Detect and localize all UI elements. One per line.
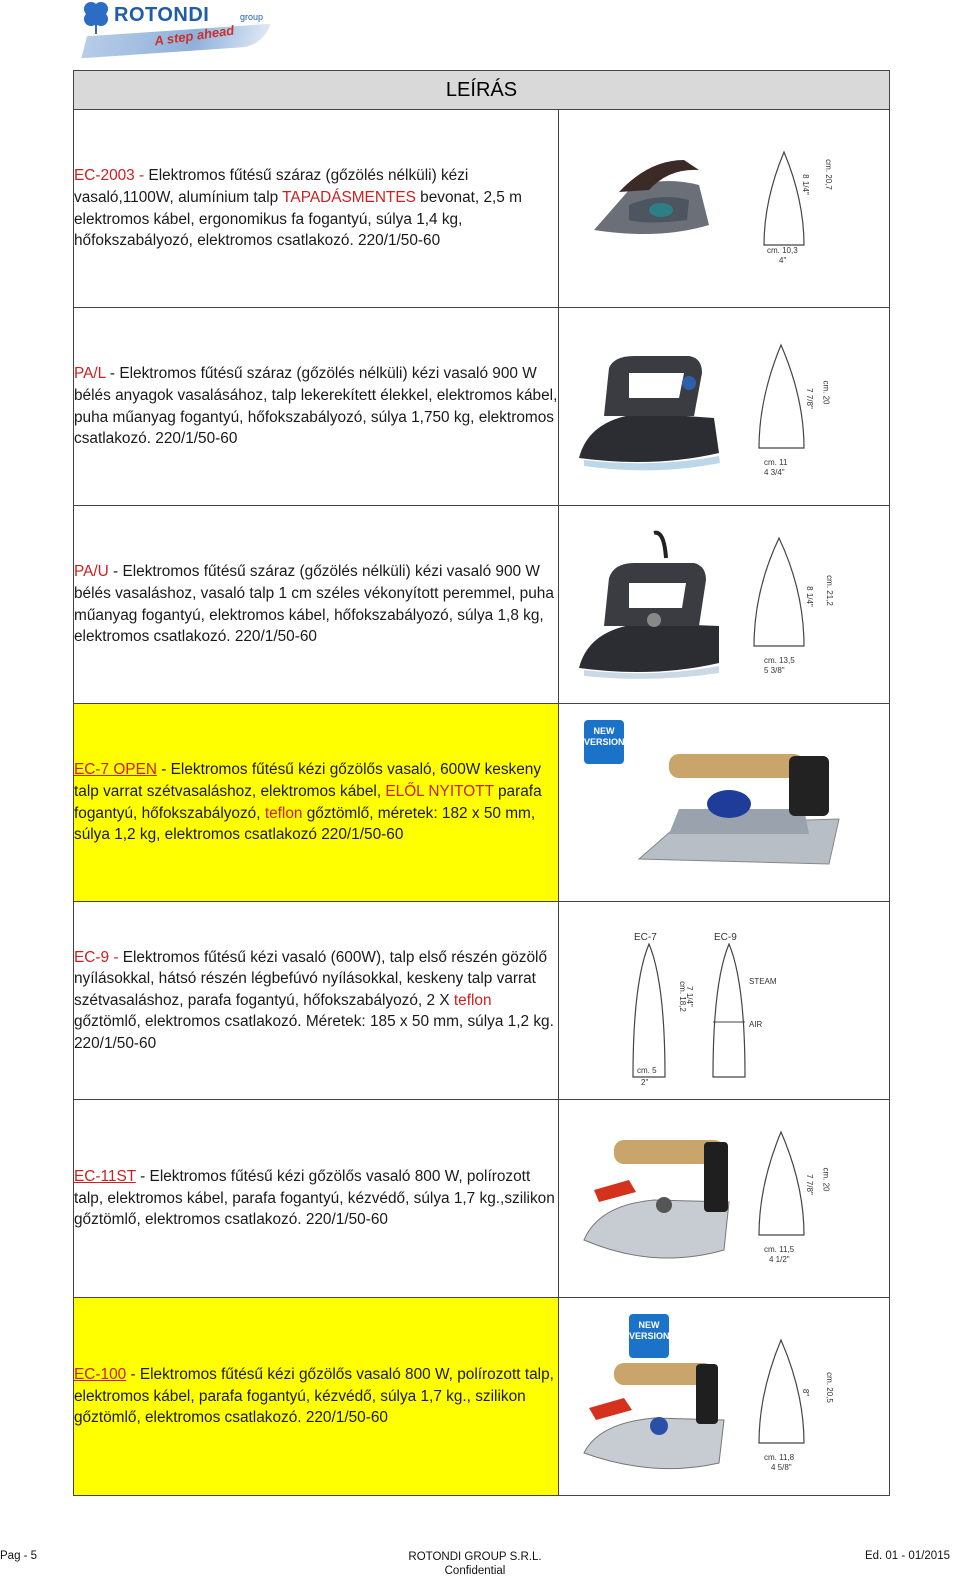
description-highlight: teflon — [264, 804, 303, 822]
dimension-label: 4 3/4" — [764, 468, 785, 477]
logo-name: ROTONDI — [114, 4, 210, 26]
product-image-cell — [559, 506, 890, 704]
dry-iron-image — [589, 130, 719, 260]
description-text: gőztömlő, méretek: 182 x 50 mm, súlya 1,2 kg, elektromos csatlakozó 220/1/50-60 — [74, 804, 536, 844]
steam-iron-image — [629, 734, 849, 874]
dimension-label: cm. 20,7 — [823, 159, 833, 190]
soleplate-outline-icon — [749, 536, 809, 651]
product-description-table — [73, 70, 890, 1496]
description-text: - Elektromos fűtésű száraz (gőzölés nélküli) kézi vasaló 900 W bélés anyagok vasalásához, talp lekerekített élekkel, elektromos kábel, puha műanyag fogantyú, hőfokszabályozó, súlya 1,750 kg, elektromos csatlakozó. 220/1/50-60 — [74, 365, 558, 448]
product-image-cell — [559, 308, 890, 506]
confidential-label: Confidential — [444, 1565, 506, 1577]
table-row — [74, 1298, 890, 1496]
dry-iron-image — [574, 338, 724, 478]
dimension-label: 7 7/8" — [804, 1174, 814, 1195]
dimension-label: cm. 5 — [637, 1066, 657, 1075]
dimension-label: cm. 20 — [821, 380, 831, 405]
logo-group: group — [240, 12, 264, 22]
dimension-label: 7 1/4" — [684, 986, 694, 1007]
company-name: ROTONDI GROUP S.R.L. — [408, 1551, 542, 1563]
badge-version-label: VERSION — [584, 737, 625, 747]
product-code: EC-2003 - — [74, 167, 145, 185]
dimension-label: 5 3/8" — [764, 666, 785, 675]
edition-label: Ed. 01 - 01/2015 — [864, 1550, 950, 1562]
clover-logo-icon — [82, 0, 110, 34]
product-image-cell — [559, 902, 890, 1100]
product-description — [74, 1298, 559, 1496]
description-highlight: ELŐL NYITOTT — [385, 782, 494, 800]
dimension-label: cm. 20,5 — [824, 1372, 834, 1403]
dimension-label: cm. 10,3 — [767, 246, 798, 255]
dimension-label: cm. 18,2 — [677, 981, 687, 1012]
soleplate-outline-icon — [754, 343, 809, 453]
badge-version-label: VERSION — [629, 1331, 670, 1341]
logo-slogan: A step ahead — [153, 22, 236, 49]
company-logo — [82, 0, 272, 56]
product-description — [74, 704, 559, 902]
product-description — [74, 902, 559, 1100]
product-code: PA/L — [74, 365, 106, 383]
dimension-label: 7 7/8" — [804, 388, 814, 409]
product-description — [74, 1100, 559, 1298]
product-code: EC-7 OPEN — [74, 761, 157, 779]
dimension-label: 8 1/4" — [800, 174, 810, 195]
description-text: Elektromos fűtésű kézi vasaló (600W), talp első részén gözölő nyílásokkal, hátsó részén légbefúvó nyílásokkal, keskeny talp varrat szétvasaláshoz, parafa fogantyú, hőfokszabályozó, 2 X — [74, 948, 548, 1009]
product-code: EC-11ST — [74, 1168, 136, 1186]
steam-iron-image — [574, 1130, 734, 1280]
product-image-cell — [559, 110, 890, 308]
dimension-label: STEAM — [749, 977, 777, 986]
table-row — [74, 110, 890, 308]
description-highlight: TAPADÁSMENTES — [282, 188, 416, 206]
description-text: - Elektromos fűtésű kézi gőzölős vasaló 800 W, polírozott talp, elektromos kábel, parafa fogantyú, kézvédő, súlya 1,7 kg., szilikon gőztömlő, elektromos csatlakozó. 220/1/50-60 — [74, 1366, 554, 1427]
product-description — [74, 308, 559, 506]
badge-new-label: NEW — [638, 1320, 660, 1330]
description-text: Elektromos fűtésű száraz (gőzölés nélküli) kézi vasaló,1100W, alumínium talp — [74, 167, 469, 206]
soleplate-outline-icon — [629, 942, 669, 1082]
product-code: EC-9 - — [74, 948, 119, 966]
product-image-cell — [559, 1298, 890, 1496]
product-image-cell — [559, 704, 890, 902]
new-version-badge — [584, 720, 624, 764]
description-text: bevonat, 2,5 m elektromos kábel, ergonomikus fa fogantyú, súlya 1,4 kg, hőfokszabályozó, elektromos csatlakozó. 220/1/50-60 — [74, 188, 522, 250]
table-header: LEÍRÁS — [74, 71, 890, 110]
new-version-badge — [629, 1314, 669, 1358]
steam-iron-image — [574, 1358, 734, 1488]
product-description — [74, 110, 559, 308]
dimension-label: 8" — [801, 1388, 811, 1397]
soleplate-outline-icon — [759, 150, 809, 250]
dimension-label: cm. 20 — [821, 1167, 831, 1192]
soleplate-outline-icon — [754, 1130, 809, 1240]
dimension-label: 4" — [779, 256, 787, 265]
page-number: Pag - 5 — [0, 1550, 38, 1562]
description-text: - Elektromos fűtésű kézi gőzölős vasaló 800 W, polírozott talp, elektromos kábel, parafa fogantyú, kézvédő, súlya 1,7 kg.,szilikon gőztömlő, elektromos csatlakozó. 220/1/50-60 — [74, 1168, 555, 1229]
dimension-label: cm. 13,5 — [764, 656, 795, 665]
dimension-label: 4 1/2" — [769, 1255, 790, 1264]
description-text: - Elektromos fűtésű száraz (gőzölés nélküli) kézi vasaló 900 W bélés vasaláshoz, vasaló talp 1 cm széles vékonyított peremmel, puha műanyag fogantyú, elektromos kábel, hőfokszabályozó, súlya 1,8 kg, elektromos csatlakozó. 220/1/50-60 — [74, 563, 554, 646]
table-row — [74, 704, 890, 902]
product-description — [74, 506, 559, 704]
dry-iron-image — [574, 528, 724, 688]
product-image-cell — [559, 1100, 890, 1298]
product-code: PA/U — [74, 563, 109, 581]
description-highlight: teflon — [453, 991, 492, 1009]
table-row — [74, 1100, 890, 1298]
dimension-label: cm. 11,5 — [764, 1245, 795, 1254]
dimension-label: cm. 11,8 — [764, 1453, 795, 1462]
dimension-label: 8 1/4" — [804, 586, 814, 607]
description-text: - Elektromos fűtésű kézi gőzölős vasaló, 600W keskeny talp varrat szétvasaláshoz, elektromos kábel, — [74, 761, 542, 800]
footer-company — [0, 1550, 950, 1578]
table-row — [74, 308, 890, 506]
description-text: parafa fogantyú, hőfokszabályozó, — [74, 782, 542, 822]
dimension-label: cm. 11 — [764, 458, 788, 467]
table-row — [74, 506, 890, 704]
product-code: EC-100 — [74, 1366, 127, 1384]
description-text: gőztömlő, elektromos csatlakozó. Méretek: 185 x 50 mm, súlya 1,2 kg. 220/1/50-60 — [74, 1013, 554, 1052]
dimension-label: 4 5/8" — [771, 1463, 792, 1472]
dimension-label: 2" — [641, 1078, 649, 1087]
soleplate-outline-icon — [709, 942, 749, 1082]
dimension-label: AIR — [749, 1020, 763, 1029]
dimension-label: cm. 21,2 — [824, 575, 834, 606]
dimension-label: EC-9 — [714, 932, 737, 943]
badge-new-label: NEW — [593, 726, 615, 736]
table-row — [74, 902, 890, 1100]
dimension-label: EC-7 — [634, 932, 657, 943]
